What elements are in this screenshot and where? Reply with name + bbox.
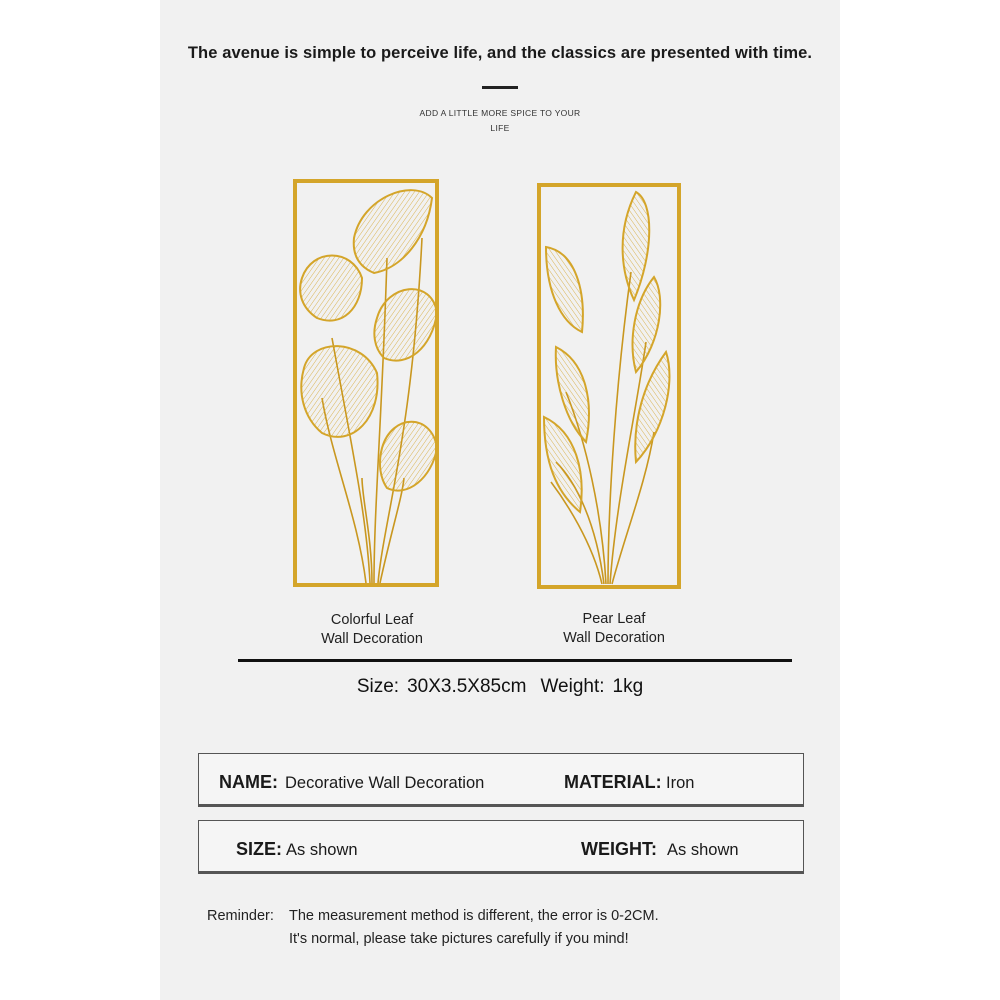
divider-rule [238,659,792,662]
spec-row-name-material [198,753,804,807]
reminder-line-1: The measurement method is different, the error is 0-2CM. [289,908,659,924]
right-margin [840,0,1000,1000]
colorful-leaf-artwork [292,178,440,588]
spec-row-size-weight [198,820,804,874]
name-value: Decorative Wall Decoration [285,774,485,792]
colorful-leaf-illustration [292,178,440,588]
name-label: NAME: [219,772,278,792]
pear-leaf-caption-line-2: Wall Decoration [563,630,665,646]
weight-label: Weight: [540,676,605,697]
colorful-leaf-caption [292,611,452,649]
reminder-line-2: It's normal, please take pictures carefully if you mind! [289,931,629,947]
material-label: MATERIAL: [564,772,662,792]
spec-size-value: As shown [286,841,358,859]
size-label: Size: [356,676,400,697]
material-value: Iron [666,774,695,792]
pear-leaf-artwork [536,182,682,590]
divider-dash [482,86,518,89]
colorful-leaf-caption-line-2: Wall Decoration [321,631,423,647]
left-margin [0,0,160,1000]
spec-size-label: SIZE: [236,839,283,859]
spec-weight-value: As shown [667,841,739,859]
pear-leaf-caption-line-1: Pear Leaf [582,611,646,627]
product-card [160,0,840,1000]
headline: The avenue is simple to perceive life, and the classics are presented with time. [187,44,813,62]
subline-line-1: ADD A LITTLE MORE SPICE TO YOUR [419,108,581,118]
colorful-leaf-caption-line-1: Colorful Leaf [330,612,414,628]
subline-line-2: LIFE [490,123,510,133]
subline [400,106,600,136]
weight-value: 1kg [612,676,644,697]
size-weight-line [160,676,840,698]
spec-weight-label: WEIGHT: [581,839,657,859]
pear-leaf-caption [532,610,696,648]
reminder-label: Reminder: [207,908,274,924]
pear-leaf-illustration [536,182,682,590]
size-value: 30X3.5X85cm [407,676,527,697]
